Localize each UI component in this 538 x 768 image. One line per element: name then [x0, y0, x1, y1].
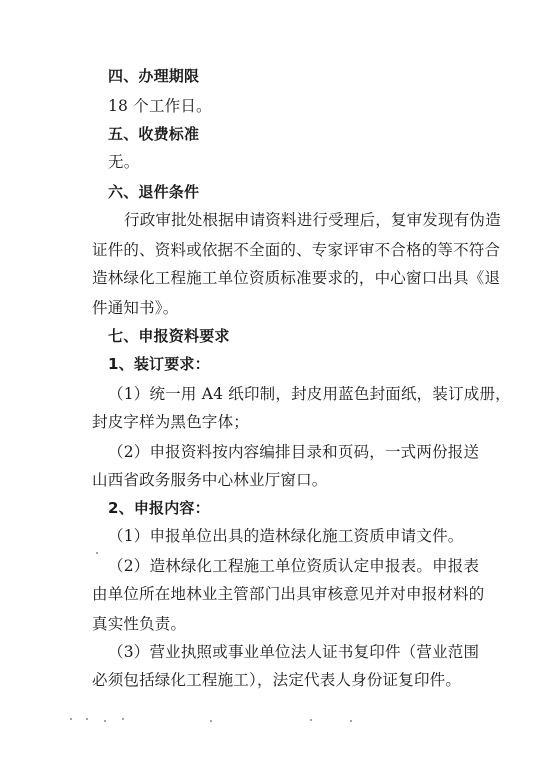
- paragraph-line: 封皮字样为黑色字体；: [92, 413, 250, 431]
- paragraph-line: 山西省政务服务中心林业厅窗口。: [92, 471, 328, 489]
- paragraph-line: （1）申报单位出具的造林绿化施工资质申请文件。: [108, 527, 464, 545]
- subheading-binding-requirements: 1、装订要求：: [108, 355, 210, 373]
- processing-time-text: 18 个工作日。: [108, 97, 212, 115]
- paragraph-line: （3）营业执照或事业单位法人证书复印件（营业范围: [108, 643, 480, 661]
- section-heading-return-conditions: 六、退件条件: [108, 183, 200, 201]
- paragraph-line: 行政审批处根据申请资料进行受理后，复审发现有伪造: [124, 211, 501, 229]
- paragraph-line: （2）申报资料按内容编排目录和页码，一式两份报送: [108, 443, 480, 461]
- paragraph-line: 证件的、资料或依据不全面的、专家评审不合格的等不符合: [92, 241, 501, 259]
- paragraph-line: （1）统一用 A4 纸印制，封皮用蓝色封面纸，装订成册，: [108, 385, 511, 403]
- scan-speck: [122, 718, 124, 720]
- scan-speck: [86, 718, 88, 720]
- section-heading-processing-time: 四、办理期限: [108, 67, 200, 85]
- scan-speck: [210, 720, 212, 722]
- section-heading-fee-standard: 五、收费标准: [108, 125, 200, 143]
- section-heading-submission-requirements: 七、申报资料要求: [108, 327, 230, 345]
- subheading-submission-contents: 2、申报内容：: [108, 499, 210, 517]
- paragraph-line: 件通知书》。: [92, 299, 179, 317]
- paragraph-line: 造林绿化工程施工单位资质标准要求的，中心窗口出具《退: [92, 269, 501, 287]
- paragraph-line: 必须包括绿化工程施工），法定代表人身份证复印件。: [92, 671, 462, 689]
- paragraph-line: （2）造林绿化工程施工单位资质认定申报表。申报表: [108, 557, 480, 575]
- scan-speck: [70, 718, 72, 720]
- paragraph-line: 真实性负责。: [92, 615, 187, 633]
- paragraph-line: 由单位所在地林业主管部门出具审核意见并对申报材料的: [92, 585, 485, 603]
- fee-standard-text: 无。: [108, 153, 140, 171]
- scan-speck: [96, 552, 98, 554]
- scan-speck: [104, 720, 106, 722]
- scan-speck: [350, 720, 352, 722]
- scan-speck: [310, 719, 312, 721]
